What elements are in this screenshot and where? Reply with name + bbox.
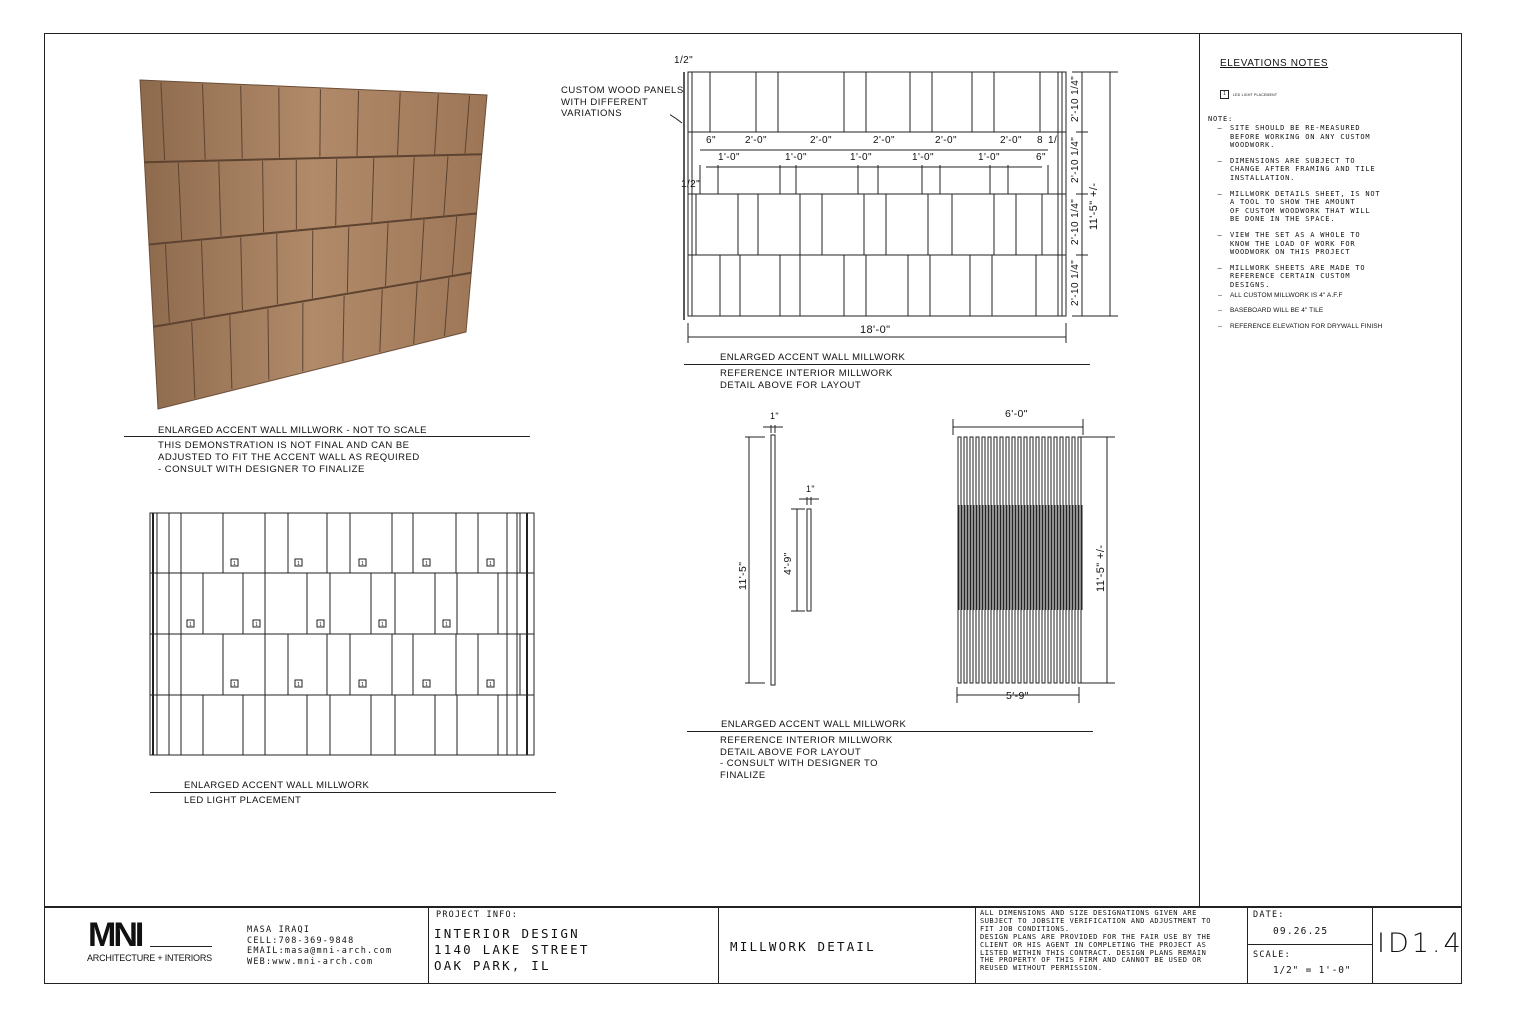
tb-divider — [428, 906, 429, 984]
notes-heading: ELEVATIONS NOTES — [1220, 58, 1329, 69]
disclaimer-line: THE PROPERTY OF THIS FIRM AND CANNOT BE USED OR — [980, 956, 1202, 965]
note-text: BASEBOARD WILL BE 4" TILE — [1230, 307, 1324, 315]
sheet-number: ID1.4 — [1377, 928, 1464, 959]
sections-note-line: FINALIZE — [720, 770, 766, 782]
led-tag-label: 1 — [319, 622, 322, 628]
dim-slat-height: 11'-5" +/- — [1095, 544, 1107, 592]
led-title-line — [150, 792, 556, 793]
legend-row — [1220, 90, 1277, 99]
note-item: – MILLWORK SHEETS ARE MADE TO REFERENCE CERTAIN CUSTOM DESIGNS. — [1217, 263, 1366, 289]
dim-one-foot: 1'-0" — [912, 152, 934, 163]
note-item: – MILLWORK DETAILS SHEET, IS NOT A TOOL TO SHOW THE AMOUNT OF CUSTOM WOODWORK THAT WILL BE DONE IN THE SPACE. — [1217, 189, 1381, 224]
dim-top-half: 1/2" — [674, 55, 694, 66]
led-tag-label: 1 — [297, 682, 300, 688]
dim-overall-width: 18'-0" — [860, 324, 891, 336]
led-tag-label: 1 — [255, 622, 258, 628]
led-tag-label: 1 — [425, 561, 428, 567]
elevation-callout — [561, 85, 684, 120]
rendering-note-line: THIS DEMONSTRATION IS NOT FINAL AND CAN BE — [158, 440, 410, 451]
logo-underline — [150, 946, 212, 947]
legend-tag: 1 — [1220, 90, 1229, 99]
disclaimer-line: FIT JOB CONDITIONS. — [980, 924, 1070, 933]
dim-one-foot: 1'-0" — [978, 152, 1000, 163]
dim-gap: 2'-0" — [873, 135, 895, 146]
sections-notes — [720, 735, 893, 782]
callout-line: VARIATIONS — [561, 108, 623, 119]
elevation-notes — [720, 368, 893, 392]
led-placement-elevation — [145, 508, 545, 760]
callout-line: WITH DIFFERENT — [561, 96, 649, 108]
dim-one-half: 1/ — [1048, 135, 1058, 146]
note-item: – REFERENCE ELEVATION FOR DRYWALL FINISH — [1218, 322, 1383, 330]
logo: MNI — [88, 916, 142, 954]
led-tag-label: 1 — [361, 561, 364, 567]
note-item: – SITE SHOULD BE RE-MEASURED BEFORE WORKING ON ANY CUSTOM WOODWORK. — [1217, 124, 1371, 150]
callout-line: CUSTOM WOOD PANELS — [561, 85, 684, 96]
tb-divider — [975, 906, 976, 984]
rendering-title-line — [124, 436, 530, 437]
tb-date-scale-divider — [1247, 944, 1372, 945]
contact-name: MASA IRAQI — [247, 925, 311, 935]
front-elevation — [670, 55, 1130, 345]
notes-panel-divider — [1199, 33, 1200, 907]
project-line: OAK PARK, IL — [434, 958, 551, 973]
note-text: ALL CUSTOM MILLWORK IS 4" A.F.F — [1230, 291, 1343, 299]
project-line: INTERIOR DESIGN — [434, 926, 580, 941]
sections-note-line: DETAIL ABOVE FOR LAYOUT — [720, 746, 862, 758]
rendering-title: ENLARGED ACCENT WALL MILLWORK - NOT TO SCALE — [158, 425, 427, 436]
dim-row-height: 2'-10 1/4" — [1070, 136, 1081, 183]
note-text: MILLWORK DETAILS SHEET, IS NOT A TOOL TO SHOW THE AMOUNT OF CUSTOM WOODWORK THAT WILL BE DONE IN THE SPACE. — [1230, 189, 1381, 224]
note-text: MILLWORK SHEETS ARE MADE TO REFERENCE CERTAIN CUSTOM DESIGNS. — [1230, 263, 1366, 289]
led-tag-label: 1 — [425, 682, 428, 688]
project-label: PROJECT INFO: — [436, 910, 519, 920]
led-title: ENLARGED ACCENT WALL MILLWORK — [184, 780, 370, 791]
date-label: DATE: — [1253, 910, 1285, 920]
elevation-note-line: REFERENCE INTERIOR MILLWORK — [720, 368, 893, 379]
sections-title: ENLARGED ACCENT WALL MILLWORK — [721, 719, 907, 730]
elevation-title: ENLARGED ACCENT WALL MILLWORK — [720, 352, 906, 363]
shingle-edge — [279, 87, 280, 157]
dim-gap: 2'-0" — [1000, 135, 1022, 146]
contact-email: EMAIL:masa@mni-arch.com — [247, 946, 393, 957]
disclaimer — [980, 910, 1211, 973]
led-tag-label: 1 — [445, 622, 448, 628]
disclaimer-line: DESIGN PLANS ARE PROVIDED FOR THE FAIR USE BY THE — [980, 932, 1212, 941]
note-item: – ALL CUSTOM MILLWORK IS 4" A.F.F — [1218, 291, 1343, 299]
project-info — [434, 926, 590, 974]
dim-six-in: 6" — [1036, 152, 1046, 163]
led-tag-label: 1 — [189, 622, 192, 628]
dim-left-half: 1/2" — [681, 179, 701, 190]
dim-short-height: 4'-9" — [782, 552, 794, 575]
note-text: REFERENCE ELEVATION FOR DRYWALL FINISH — [1230, 322, 1383, 330]
note-text: SITE SHOULD BE RE-MEASURED BEFORE WORKING ON ANY CUSTOM WOODWORK. — [1230, 124, 1371, 150]
dim-one-foot: 1'-0" — [785, 152, 807, 163]
wood-panel-rendering — [130, 72, 500, 417]
scale-value: 1/2" = 1'-0" — [1273, 965, 1352, 976]
dim-gap: 2'-0" — [745, 135, 767, 146]
shingle-edge — [320, 89, 321, 156]
dim-one-foot: 1'-0" — [718, 152, 740, 163]
led-tag-label: 1 — [381, 622, 384, 628]
shingle-edge — [277, 234, 278, 304]
dim-thickness: 1" — [770, 411, 780, 421]
led-tag-label: 1 — [361, 682, 364, 688]
disclaimer-line: CLIENT OR HIS AGENT IN COMPLETING THE PROJECT AS — [980, 940, 1207, 949]
dim-top-width: 6'-0" — [1005, 408, 1028, 420]
sections-title-line — [687, 731, 1093, 732]
dim-six-in: 6" — [706, 135, 716, 146]
dim-overall-height: 11'-5" +/- — [1088, 182, 1100, 230]
dim-gap: 2'-0" — [935, 135, 957, 146]
note-item: – VIEW THE SET AS A WHOLE TO KNOW THE LOAD OF WORK FOR WOODWORK ON THIS PROJECT — [1217, 230, 1361, 257]
notes-list — [1210, 124, 1450, 338]
dim-row-height: 2'-10 1/4" — [1070, 75, 1081, 122]
tb-divider — [718, 906, 719, 984]
dim-row-height: 2'-10 1/4" — [1070, 259, 1081, 306]
disclaimer-line: ALL DIMENSIONS AND SIZE DESIGNATIONS GIVEN ARE — [980, 909, 1197, 917]
contact-cell: CELL:708-369-9848 — [247, 935, 355, 946]
dim-row-height: 2'-10 1/4" — [1070, 198, 1081, 245]
dim-bottom-width: 5'-9" — [1006, 690, 1029, 702]
led-subtitle: LED LIGHT PLACEMENT — [184, 795, 302, 806]
disclaimer-line: LISTED WITHIN THIS CONTRACT. DESIGN PLANS REMAIN — [980, 948, 1207, 957]
note-text: VIEW THE SET AS A WHOLE TO KNOW THE LOAD OF WORK FOR WOODWORK ON THIS PROJECT — [1230, 230, 1361, 257]
led-tag-label: 1 — [489, 561, 492, 567]
led-tag-label: 1 — [489, 682, 492, 688]
rendering-notes — [158, 440, 420, 476]
led-tag-label: 1 — [233, 561, 236, 567]
tb-divider — [1372, 906, 1373, 984]
contact-block — [247, 925, 392, 967]
scale-label: SCALE: — [1253, 950, 1291, 960]
dim-thickness: 1" — [806, 484, 816, 494]
led-tag-label: 1 — [297, 561, 300, 567]
sections-note-line: - CONSULT WITH DESIGNER TO — [720, 758, 878, 770]
rendering-note-line: - CONSULT WITH DESIGNER TO FINALIZE — [158, 464, 365, 475]
dim-one-foot: 1'-0" — [850, 152, 872, 163]
legend-text: LED LIGHT PLACEMENT — [1233, 92, 1278, 97]
note-label: NOTE: — [1208, 115, 1234, 123]
dim-gap: 2'-0" — [810, 135, 832, 146]
note-item: – BASEBOARD WILL BE 4" TILE — [1218, 307, 1324, 315]
sections-note-line: REFERENCE INTERIOR MILLWORK — [720, 735, 893, 746]
rendering-note-line: ADJUSTED TO FIT THE ACCENT WALL AS REQUIRED — [158, 452, 420, 463]
logo-subtitle: ARCHITECTURE + INTERIORS — [87, 953, 212, 963]
dim-section-height: 11'-5" — [737, 561, 749, 590]
note-item: – DIMENSIONS ARE SUBJECT TO CHANGE AFTER FRAMING AND TILE INSTALLATION. — [1217, 156, 1376, 182]
tb-divider — [1247, 906, 1248, 984]
note-text: DIMENSIONS ARE SUBJECT TO CHANGE AFTER FRAMING AND TILE INSTALLATION. — [1230, 156, 1376, 182]
sheet-title: MILLWORK DETAIL — [730, 939, 876, 954]
elevation-title-line — [684, 364, 1090, 365]
led-tag-label: 1 — [233, 682, 236, 688]
dim-eight: 8 — [1037, 135, 1043, 146]
title-block-divider — [44, 906, 1462, 908]
date-value: 09.26.25 — [1273, 926, 1329, 937]
contact-web: WEB:www.mni-arch.com — [247, 956, 374, 967]
disclaimer-line: REUSED WITHOUT PERMISSION. — [980, 964, 1103, 973]
project-line: 1140 LAKE STREET — [434, 942, 590, 957]
disclaimer-line: SUBJECT TO JOBSITE VERIFICATION AND ADJUSTMENT TO — [980, 916, 1212, 925]
elevation-note-line: DETAIL ABOVE FOR LAYOUT — [720, 380, 862, 391]
